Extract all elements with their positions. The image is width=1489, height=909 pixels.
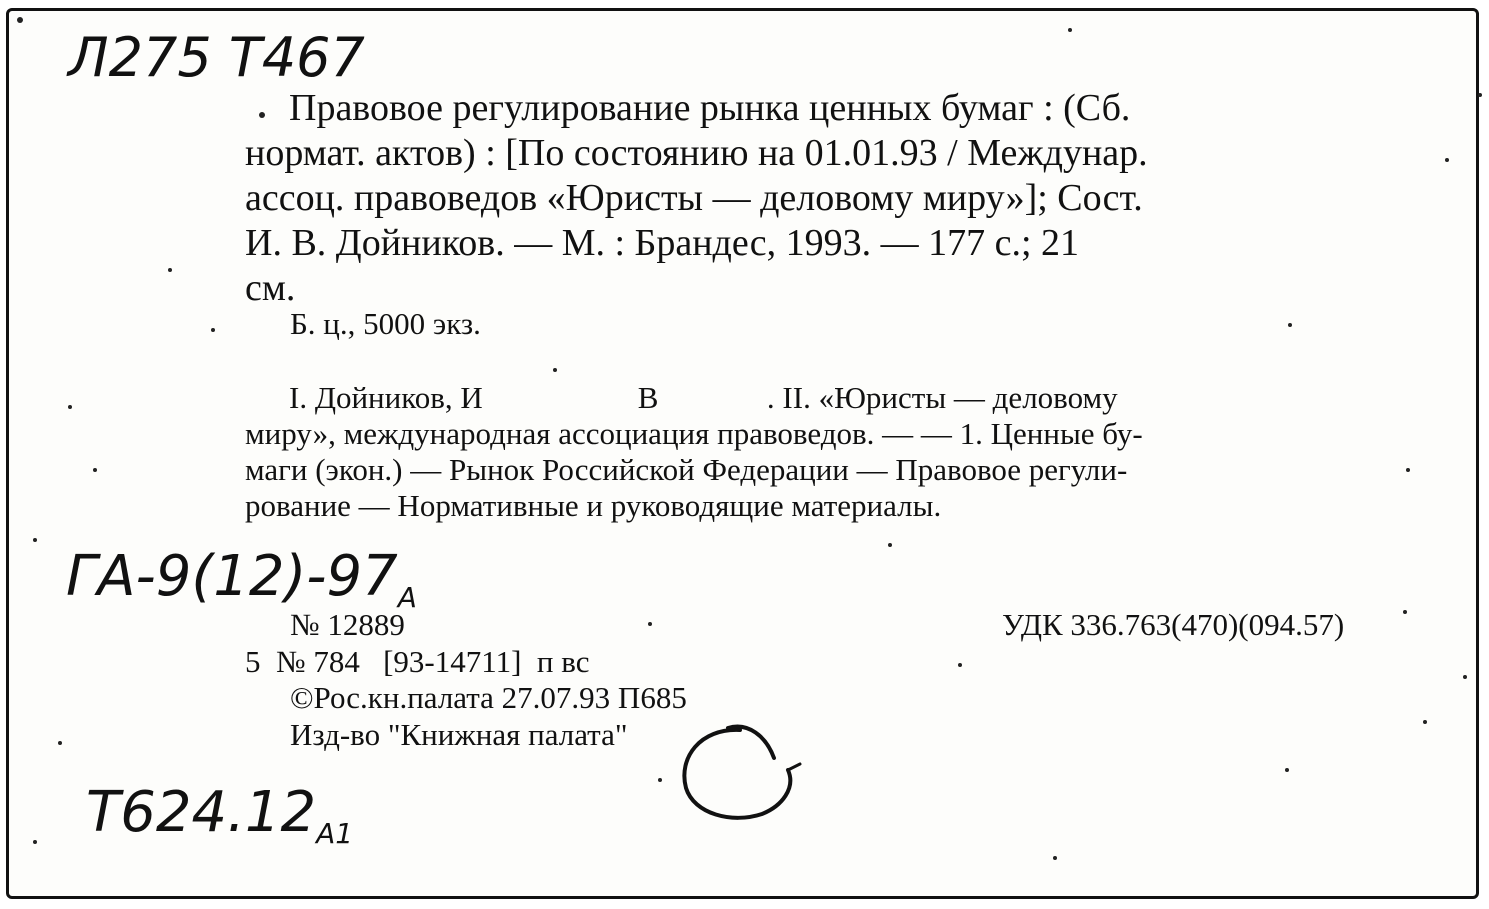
entry-title-line: ассоц. правоведов «Юристы — деловому миру»]; Сост. xyxy=(245,177,1143,219)
handwritten-suffix: А xyxy=(397,581,417,615)
copyright-line: ©Рос.кн.палата 27.07.93 П685 xyxy=(290,680,687,715)
tracing-line: рование — Нормативные и руководящие материалы. xyxy=(245,488,942,523)
tracing-line: миру», международная ассоциация правоведов. — — 1. Ценные бу- xyxy=(245,416,1143,451)
handwritten-bottom-suffix: А1 xyxy=(316,817,354,851)
publisher-line: Изд-во "Книжная палата" xyxy=(290,717,628,752)
tracing-line: маги (экон.) — Рынок Российской Федерации — Правовое регули- xyxy=(245,452,1128,487)
entry-title-line: Правовое регулирование рынка ценных бумаг : (Сб. xyxy=(289,87,1131,129)
handwritten-classification-code: $ГА-9(12)-97_А$ xyxy=(66,544,417,615)
card-number: № 12889 xyxy=(290,607,405,642)
entry-title-line: см. xyxy=(245,267,296,309)
entry-title-line: нормат. актов) : [По состоянию на 01.01.93 / Междунар. xyxy=(245,132,1148,174)
udc-code: УДК 336.763(470)(094.57) xyxy=(1002,607,1345,642)
footer-line-2: 5 № 784 [93-14711] п вс xyxy=(245,644,590,679)
handwritten-shelfmark-top: Л275 Т467 xyxy=(68,26,365,89)
handwritten-bottom-code: $Т624.12_{А1}$ xyxy=(86,780,354,851)
tracing-line: I. Дойников, И В . II. «Юристы — деловому xyxy=(289,380,1118,415)
entry-title-line: И. В. Дойников. — М. : Брандес, 1993. — 177 с.; 21 xyxy=(245,222,1079,264)
price-copies: Б. ц., 5000 экз. xyxy=(290,306,481,341)
